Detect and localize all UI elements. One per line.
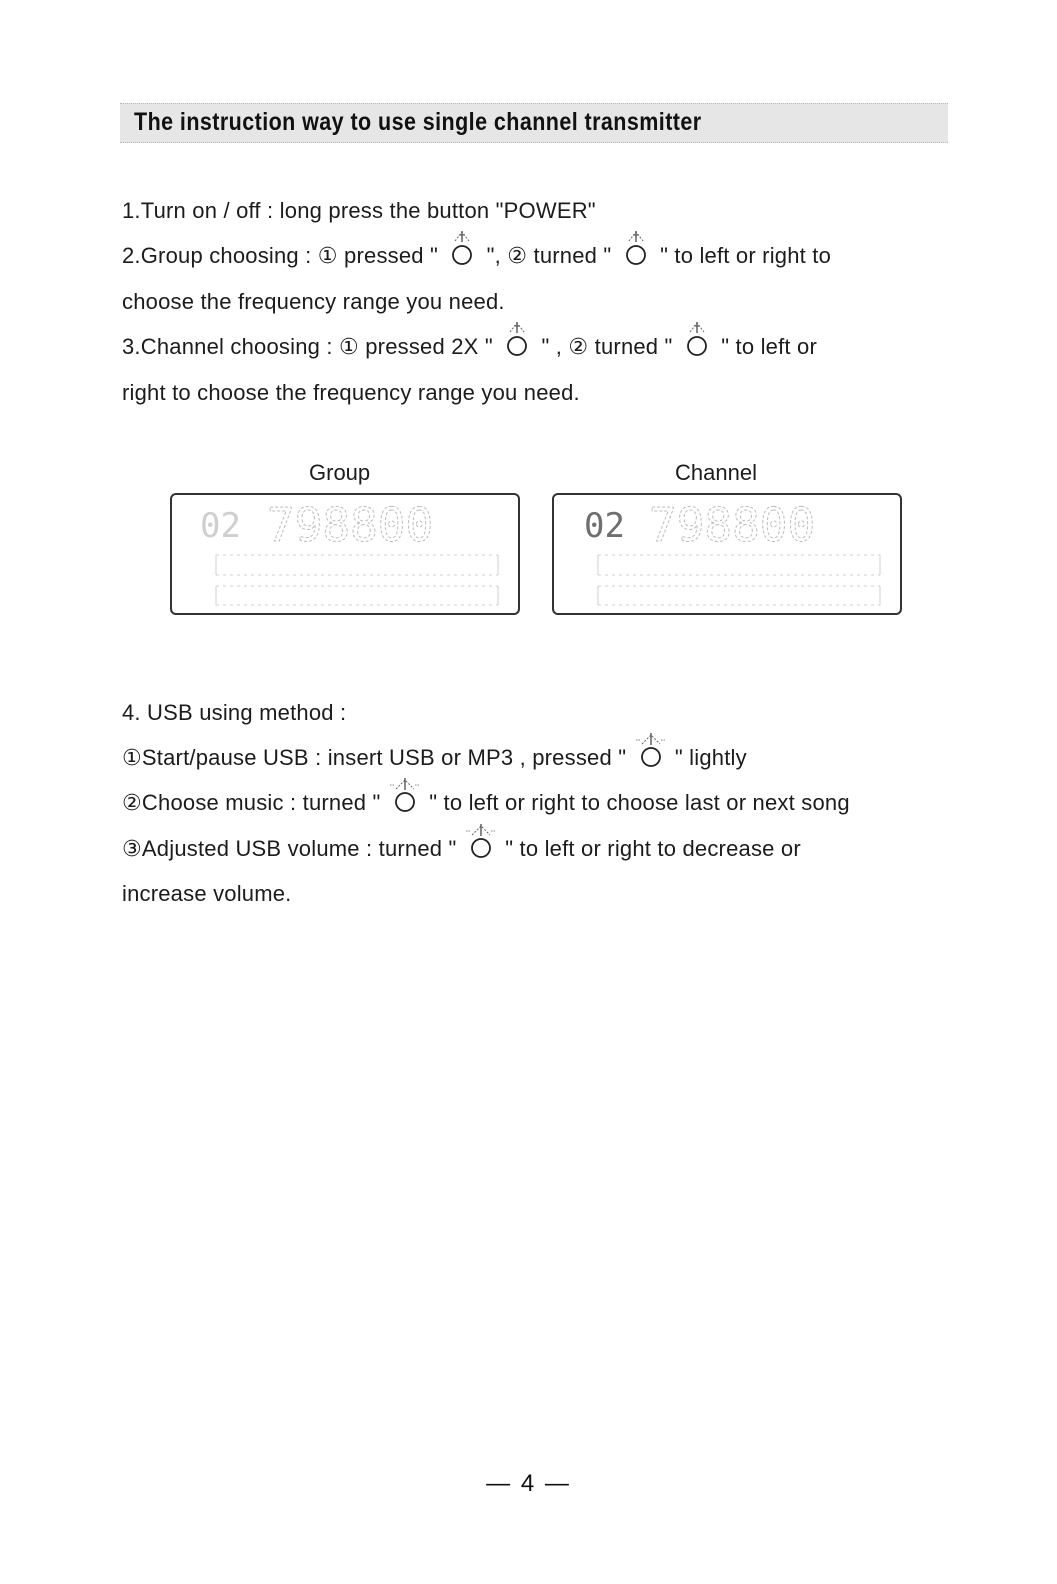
usb-step-1: ①Start/pause USB : insert USB or MP3 , pressed " " lightly (122, 745, 747, 771)
knob-icon (449, 244, 475, 266)
knob-icon (392, 791, 418, 813)
channel-lcd-display (552, 493, 902, 615)
usb-step-3: ③Adjusted USB volume : turned " " to left or right to decrease or (122, 836, 801, 862)
group-lcd-display (170, 493, 520, 615)
usb-heading: 4. USB using method : (122, 700, 347, 725)
knob-icon (638, 746, 664, 768)
usb-step-3-cont: increase volume. (122, 881, 292, 906)
channel-lcd-channel: 02 (584, 506, 625, 546)
group-caption: Group (309, 460, 371, 485)
step-3: 3.Channel choosing : ① pressed 2X " " , ② turned " " to left or (122, 334, 817, 360)
page-number: — 4 — (486, 1470, 571, 1497)
usb-step-2: ②Choose music : turned " " to left or right to choose last or next song (122, 790, 850, 816)
section-header (120, 103, 948, 143)
channel-caption: Channel (675, 460, 757, 485)
step-3-cont: right to choose the frequency range you need. (122, 380, 580, 405)
step-1: 1.Turn on / off : long press the button "POWER" (122, 198, 596, 223)
knob-icon (504, 335, 530, 357)
knob-icon (684, 335, 710, 357)
group-lcd-frequency: 798800 (267, 498, 434, 552)
step-2-cont: choose the frequency range you need. (122, 289, 505, 314)
knob-icon (468, 837, 494, 859)
step-2: 2.Group choosing : ① pressed " ", ② turned " " to left or right to (122, 243, 831, 269)
channel-lcd-frequency: 798800 (649, 498, 816, 552)
section-title: The instruction way to use single channel transmitter (134, 108, 702, 136)
group-lcd-channel: 02 (200, 506, 241, 546)
knob-icon (623, 244, 649, 266)
